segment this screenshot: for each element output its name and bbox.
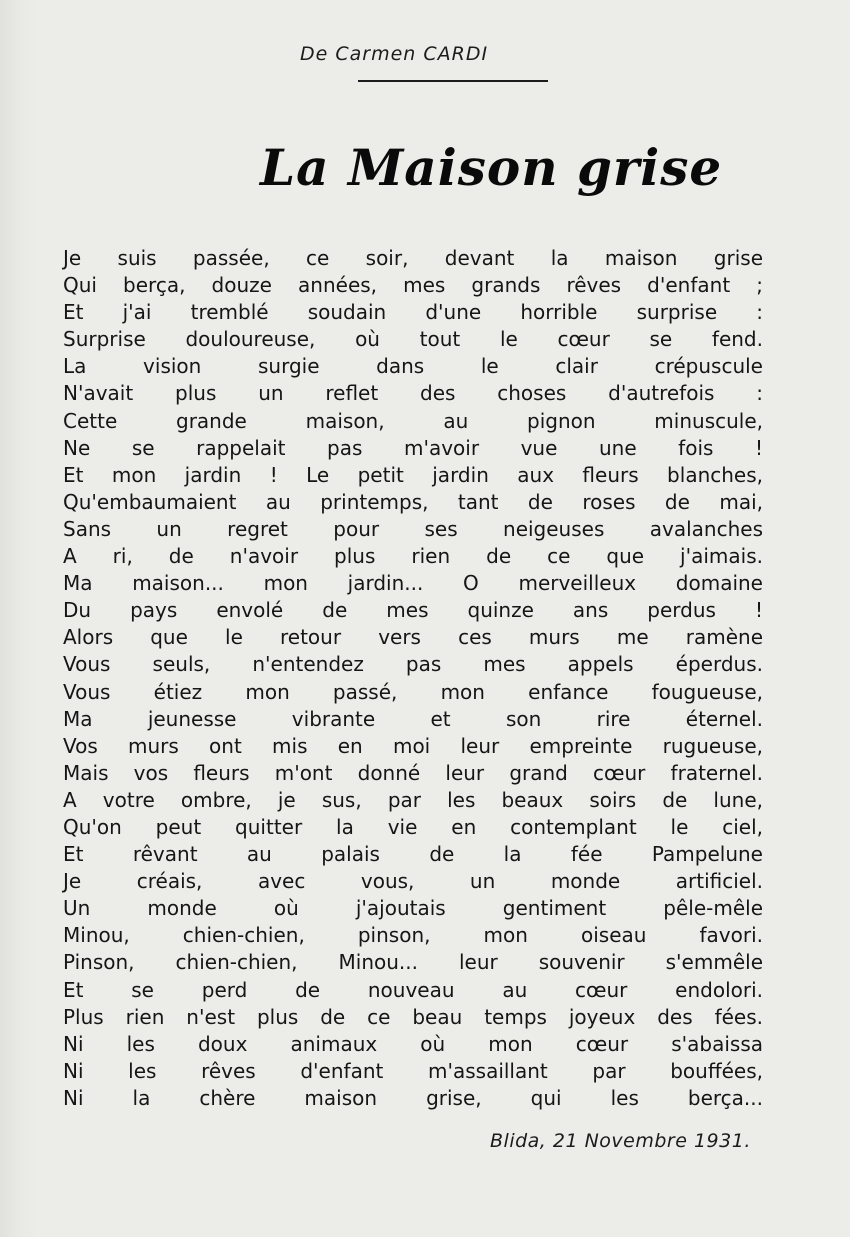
poem-line: A votre ombre, je sus, par les beaux soirs de lune, <box>63 787 763 812</box>
poem-line: Mais vos fleurs m'ont donné leur grand cœur fraternel. <box>63 760 763 785</box>
poem-line: Pinson, chien-chien, Minou... leur souvenir s'emmêle <box>63 950 763 975</box>
poem-line: Qui berça, douze années, mes grands rêves d'enfant ; <box>63 273 763 298</box>
poem-line: Surprise douloureuse, où tout le cœur se fend. <box>63 327 763 352</box>
poem-line: N'avait plus un reflet des choses d'autrefois : <box>63 381 763 406</box>
poem-line: Alors que le retour vers ces murs me ramène <box>63 625 763 650</box>
poem-line: Et rêvant au palais de la fée Pampelune <box>63 842 763 867</box>
poem-line: Minou, chien-chien, pinson, mon oiseau favori. <box>63 923 763 948</box>
poem-line: Et se perd de nouveau au cœur endolori. <box>63 977 763 1002</box>
poem-line: Ma maison... mon jardin... O merveilleux domaine <box>63 571 763 596</box>
poem-line: Plus rien n'est plus de ce beau temps joyeux des fées. <box>63 1004 763 1029</box>
poem-line: Du pays envolé de mes quinze ans perdus ! <box>63 598 763 623</box>
poem-line: Vos murs ont mis en moi leur empreinte rugueuse, <box>63 733 763 758</box>
poem-line: Cette grande maison, au pignon minuscule, <box>63 408 763 433</box>
poem-line: Je suis passée, ce soir, devant la maison grise <box>63 246 763 270</box>
poem-line: Ma jeunesse vibrante et son rire éternel. <box>63 706 763 731</box>
poem-title: La Maison grise <box>260 138 723 197</box>
poem-line: Et j'ai tremblé soudain d'une horrible surprise : <box>63 300 763 325</box>
poem-body <box>63 245 763 1112</box>
author-byline: De Carmen CARDI <box>300 43 489 65</box>
poem-line: La vision surgie dans le clair crépuscule <box>63 354 763 379</box>
poem-line: Vous seuls, n'entendez pas mes appels éperdus. <box>63 652 763 677</box>
poem-line: Vous étiez mon passé, mon enfance fougueuse, <box>63 679 763 704</box>
poem-line: Sans un regret pour ses neigeuses avalanches <box>63 516 763 541</box>
poem-line: Un monde où j'ajoutais gentiment pêle-mêle <box>63 896 763 921</box>
byline-divider <box>358 80 548 82</box>
poem-line: Qu'on peut quitter la vie en contemplant le ciel, <box>63 814 763 839</box>
poem-line: Qu'embaumaient au printemps, tant de roses de mai, <box>63 489 763 514</box>
poem-line: Je créais, avec vous, un monde artificiel. <box>63 869 763 894</box>
poem-line: A ri, de n'avoir plus rien de ce que j'aimais. <box>63 544 763 569</box>
poem-line: Et mon jardin ! Le petit jardin aux fleurs blanches, <box>63 462 763 487</box>
poem-line: Ne se rappelait pas m'avoir vue une fois ! <box>63 435 763 460</box>
poem-line: Ni les rêves d'enfant m'assaillant par bouffées, <box>63 1058 763 1083</box>
poem-line: Ni les doux animaux où mon cœur s'abaissa <box>63 1031 763 1056</box>
place-date-signature: Blida, 21 Novembre 1931. <box>490 1130 751 1152</box>
poem-line: Ni la chère maison grise, qui les berça... <box>63 1085 763 1110</box>
